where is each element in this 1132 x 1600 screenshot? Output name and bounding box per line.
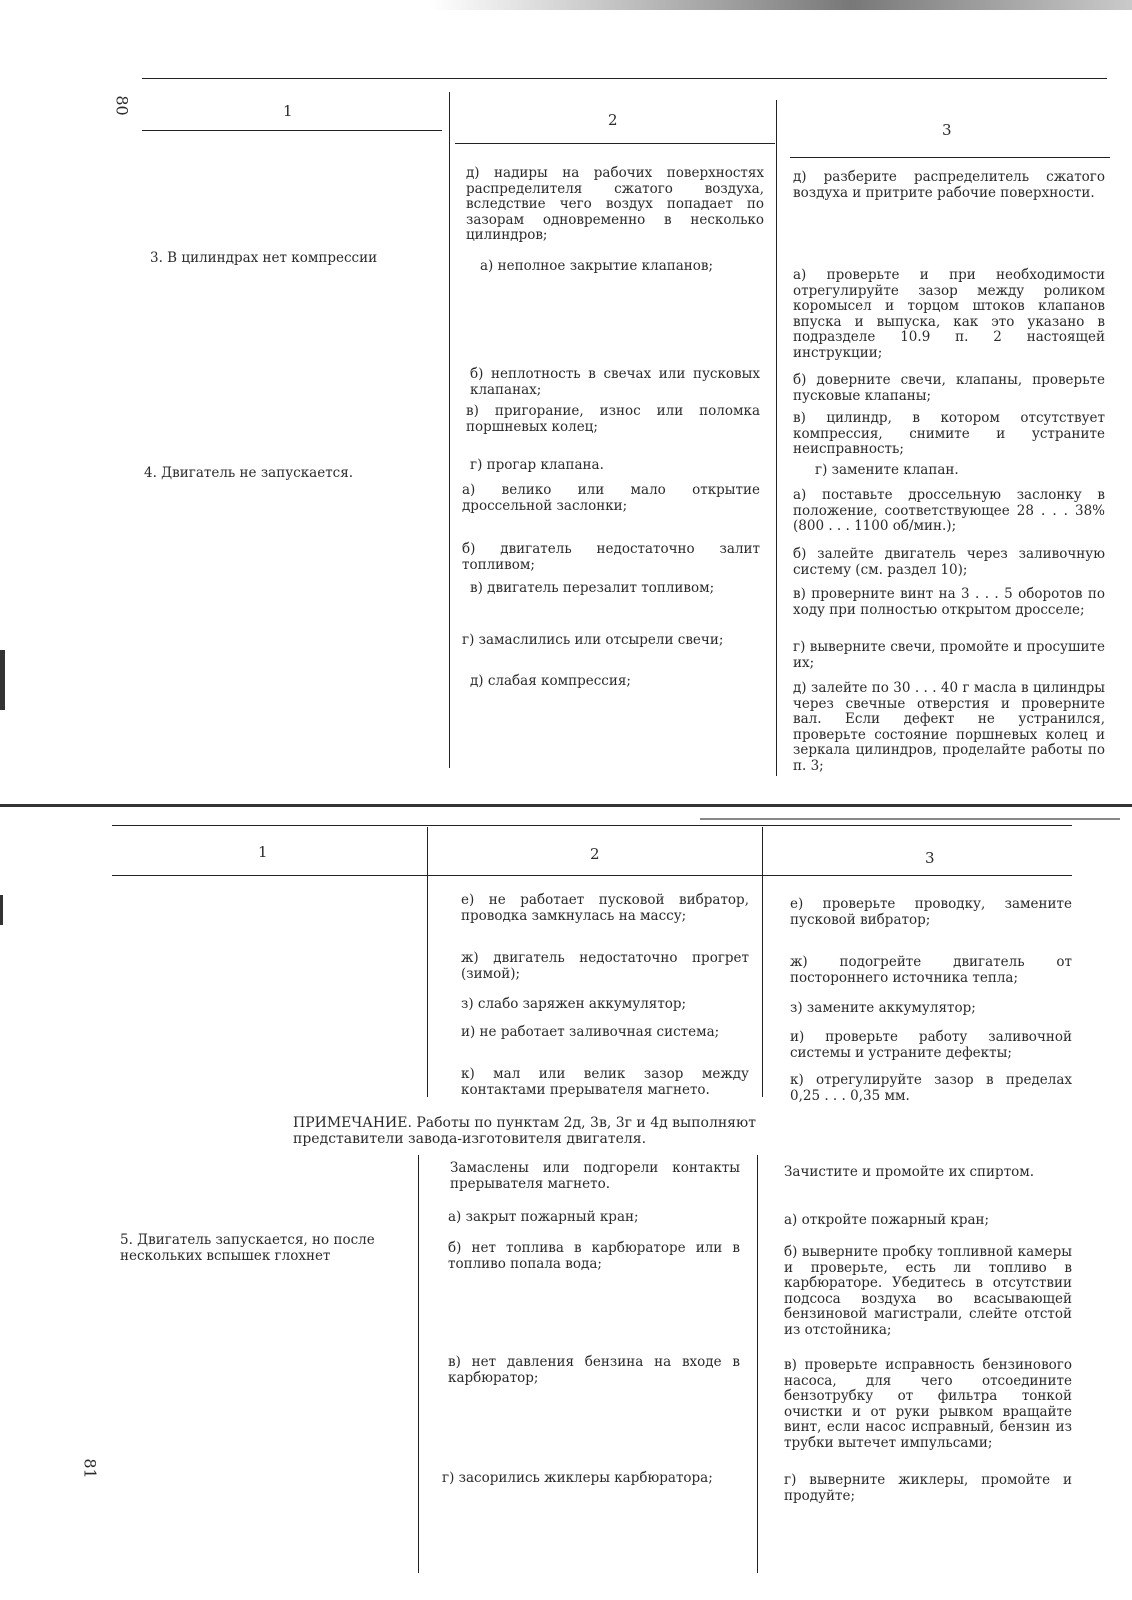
fault-4: 4. Двигатель не запускается.: [144, 465, 354, 481]
remedy-cell: е) проверьте проводку, замените пусковой вибратор;: [790, 896, 1072, 928]
column-header-1: 1: [283, 102, 293, 120]
note-line: представители завода-изготовителя двигателя.: [293, 1131, 647, 1147]
column-header-3: 3: [942, 121, 952, 139]
column-header-2: 2: [590, 845, 600, 863]
cause-cell: а) закрыт пожарный кран;: [448, 1209, 639, 1225]
fault-5: 5. Двигатель запускается, но после нескольких вспышек глохнет: [120, 1232, 375, 1264]
cause-cell: з) слабо заряжен аккумулятор;: [461, 996, 687, 1012]
remedy-cell: б) залейте двигатель через заливочную систему (см. раздел 10);: [793, 546, 1105, 578]
remedy-cell: б) выверните пробку топливной камеры и проверьте, есть ли топливо в карбюраторе. Убедитесь в отсутствии подсоса воздуха во всасывающей бензиновой магистрали, слейте отстой из отстойника;: [784, 1244, 1072, 1338]
note-line: ПРИМЕЧАНИЕ. Работы по пунктам 2д, 3в, 3г и 4д выполняют: [293, 1115, 756, 1131]
cause-cell: в) двигатель перезалит топливом;: [470, 580, 715, 596]
remedy-cell: в) цилиндр, в котором отсутствует компрессия, снимите и устраните неисправность;: [793, 410, 1105, 457]
remedy-cell: в) проверьте исправность бензинового насоса, для чего отсоедините бензотрубку от фильтра тонкой очистки и от руки рывком вращайте винт, если насос исправный, бензин из трубки вытечет импульсами;: [784, 1357, 1072, 1451]
remedy-cell: б) доверните свечи, клапаны, проверьте пусковые клапаны;: [793, 372, 1105, 404]
cause-cell: д) слабая компрессия;: [470, 673, 631, 689]
cause-cell: а) неполное закрытие клапанов;: [480, 258, 714, 274]
cause-cell: д) надиры на рабочих поверхностях распределителя сжатого воздуха, вследствие чего воздух попадает по зазорам одновременно в несколько цилиндров;: [466, 165, 764, 243]
column-divider: [418, 1155, 419, 1573]
cause-cell: г) засорились жиклеры карбюратора;: [442, 1470, 713, 1486]
remedy-cell: д) разберите распределитель сжатого воздуха и притрите рабочие поверхности.: [793, 169, 1105, 201]
page-number: 80: [112, 95, 132, 116]
cause-cell: г) замаслились или отсырели свечи;: [462, 632, 724, 648]
column-divider: [762, 827, 763, 1097]
header-rule: [112, 875, 1072, 876]
remedy-cell: а) проверьте и при необходимости отрегулируйте зазор между роликом коромысел и торцом штоков клапанов впуска и выпуска, как это указано в подразделе 10.9 п. 2 настоящей инструкции;: [793, 267, 1105, 361]
cause-cell: к) мал или велик зазор между контактами прерывателя магнето.: [461, 1066, 749, 1098]
remedy-cell: Зачистите и промойте их спиртом.: [784, 1164, 1035, 1180]
cause-cell: в) пригорание, износ или поломка поршневых колец;: [466, 403, 760, 435]
remedy-cell: г) выверните жиклеры, промойте и продуйте;: [784, 1472, 1072, 1504]
column-header-3: 3: [925, 849, 935, 867]
table-top-rule: [112, 825, 1072, 826]
cause-cell: г) прогар клапана.: [470, 457, 604, 473]
column-divider: [449, 92, 450, 768]
table-top-rule: [142, 78, 1107, 79]
column-divider: [776, 100, 777, 776]
cause-cell: а) велико или мало открытие дроссельной заслонки;: [462, 482, 760, 514]
header-rule: [142, 130, 442, 131]
cause-cell: е) не работает пусковой вибратор, проводка замкнулась на массу;: [461, 892, 749, 924]
cause-cell: ж) двигатель недостаточно прогрет (зимой);: [461, 950, 749, 982]
bottom-page: [0, 805, 1132, 1600]
cause-cell: Замаслены или подгорели контакты прерывателя магнето.: [450, 1160, 740, 1192]
remedy-cell: в) проверните винт на 3 . . . 5 оборотов по ходу при полностью открытом дросселе;: [793, 586, 1105, 618]
cause-cell: б) неплотность в свечах или пусковых клапанах;: [470, 366, 760, 398]
column-header-2: 2: [608, 111, 618, 129]
column-header-1: 1: [258, 843, 268, 861]
remedy-cell: д) залейте по 30 . . . 40 г масла в цилиндры через свечные отверстия и проверните вал. Если дефект не устранился, проверьте состояние поршневых колец и зеркала цилиндров, проделайте работы по п. 3;: [793, 680, 1105, 774]
remedy-cell: з) замените аккумулятор;: [790, 1000, 976, 1016]
remedy-cell: и) проверьте работу заливочной системы и устраните дефекты;: [790, 1029, 1072, 1061]
fault-3: 3. В цилиндрах нет компрессии: [150, 250, 378, 266]
remedy-cell: г) выверните свечи, промойте и просушите их;: [793, 639, 1105, 671]
remedy-cell: к) отрегулируйте зазор в пределах 0,25 . . . 0,35 мм.: [790, 1072, 1072, 1104]
cause-cell: и) не работает заливочная система;: [461, 1024, 720, 1040]
remedy-cell: а) поставьте дроссельную заслонку в положение, соответствующее 28 . . . 38% (800 . . . 1100 об/мин.);: [793, 487, 1105, 534]
remedy-cell: г) замените клапан.: [815, 462, 959, 478]
column-divider: [757, 1155, 758, 1573]
cause-cell: б) нет топлива в карбюраторе или в топливо попала вода;: [448, 1240, 740, 1272]
remedy-cell: а) откройте пожарный кран;: [784, 1212, 990, 1228]
remedy-cell: ж) подогрейте двигатель от постороннего источника тепла;: [790, 954, 1072, 986]
cause-cell: б) двигатель недостаточно залит топливом;: [462, 541, 760, 573]
header-rule: [455, 143, 775, 144]
page-number: 81: [80, 1458, 100, 1479]
cause-cell: в) нет давления бензина на входе в карбюратор;: [448, 1354, 740, 1386]
column-divider: [427, 827, 428, 1097]
header-rule: [790, 157, 1110, 158]
